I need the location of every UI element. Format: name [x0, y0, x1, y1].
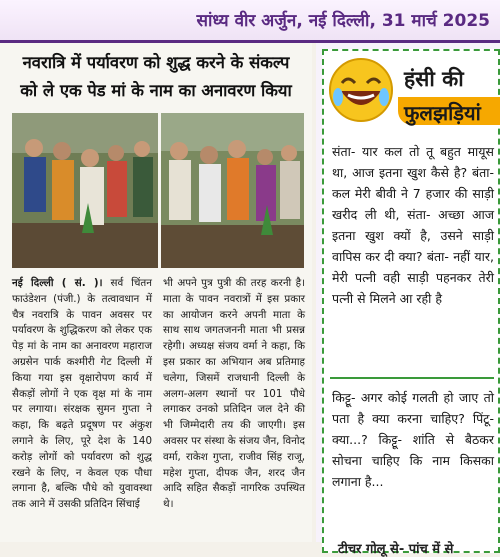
photo-planting-left: [12, 113, 158, 268]
photo-planting-right: [161, 113, 304, 268]
joke-3-partial: टीचर गोलू से- पांच में से: [338, 542, 454, 557]
humor-box: [322, 49, 500, 557]
joke-1: संता- यार कल तो तू बहुत मायूस था, आज इतना खुश कैसे है? बंता- कल मेरी बीवी ने 7 हजार की साड़ी खरीद ली थी, संता- अच्छा आज इतना खुश क्यों है, उसने साड़ी वापिस कर दी क्या? बंता- नहीं यार, मेरी पत्नी वही साड़ी पहनकर तेरी पत्नी से मिलने आ रही है: [332, 144, 494, 306]
humor-title-line-2: फुलझड़ियां: [404, 101, 481, 125]
dateline: नई दिल्ली ( सं. )।: [12, 277, 103, 289]
article-column-2: [163, 276, 305, 513]
humor-header: [324, 51, 498, 133]
headline-line-2: को ले एक पेड मां के नाम का अनावरण किया: [20, 81, 292, 100]
humor-section: [316, 43, 500, 557]
laughing-face-icon: [328, 57, 394, 123]
article-headline: [6, 49, 306, 105]
masthead: [0, 0, 500, 43]
article-photos: [12, 113, 304, 268]
masthead-text: सांध्य वीर अर्जुन, नई दिल्ली, 31 मार्च 2025: [196, 11, 490, 31]
article: [0, 43, 312, 542]
column-1-text: सर्व चिंतन फाउंडेशन (पंजी.) के तत्वावधान में चैत्र नवरात्रि के पावन अवसर पर पर्यावरण के शुद्धिकरण को लेकर एक पेड़ मां के नाम का अनावरण महाराज अग्रसेन पार्क कश्मीरी गेट दिल्ली में किया गया इस वृक्षारोपण कार्य में सैकड़ों लोगों ने एक वृक्ष मां के नाम पर लगाया। संरक्षक सुमन गुप्ता ने कहा, कि बढ़ते प्रदूषण पर अंकुश लगाने के लिए, पूरे देश के 140 करोड़ लोगों को पर्यावरण को शुद्ध रखने के लिए, न केवल एक पौधा लगाना है, बल्कि पौधे को युवावस्था तक आने में उसकी प्रतिदिन सिंचाई: [12, 277, 152, 511]
joke-2: किट्टू- अगर कोई गलती हो जाए तो पता है क्या करना चाहिए? पिंटू- क्या...? किट्टू- शांति से बैठकर सोचना चाहिए कि नाम किसका लगाना है...: [332, 390, 494, 489]
headline-line-1: नवरात्रि में पर्यावरण को शुद्ध करने के संकल्प: [22, 53, 290, 72]
article-column-1: [12, 276, 152, 513]
column-2-text: भी अपने पुत्र पुत्री की तरह करनी है। माता के पावन नवरात्रों में इस प्रकार का आयोजन करने अपनी माता के साथ साथ जगतजननी माता भी प्रसन्न रहेगी। अध्यक्ष संजय वर्मा ने कहा, कि इस प्रकार का अभियान अब प्रतिमाह चलेगा, जिसमें राजधानी दिल्ली के अलग-अलग स्थानों पर 101 पौधे लगाकर उनको प्रतिदिन जल देने की भी जिम्मेदारी तय की जाएगी। इस अवसर पर संस्था के संजय जैन, विनोद वर्मा, राकेश गुप्ता, राजीव सिंह राजू, महेश गुप्ता, दीपक जैन, शरद जैन आदि सहित सैकड़ों नागरिक उपस्थित थे।: [163, 277, 305, 511]
humor-title-line-1: हंसी की: [404, 67, 464, 91]
joke-divider: [330, 377, 494, 379]
